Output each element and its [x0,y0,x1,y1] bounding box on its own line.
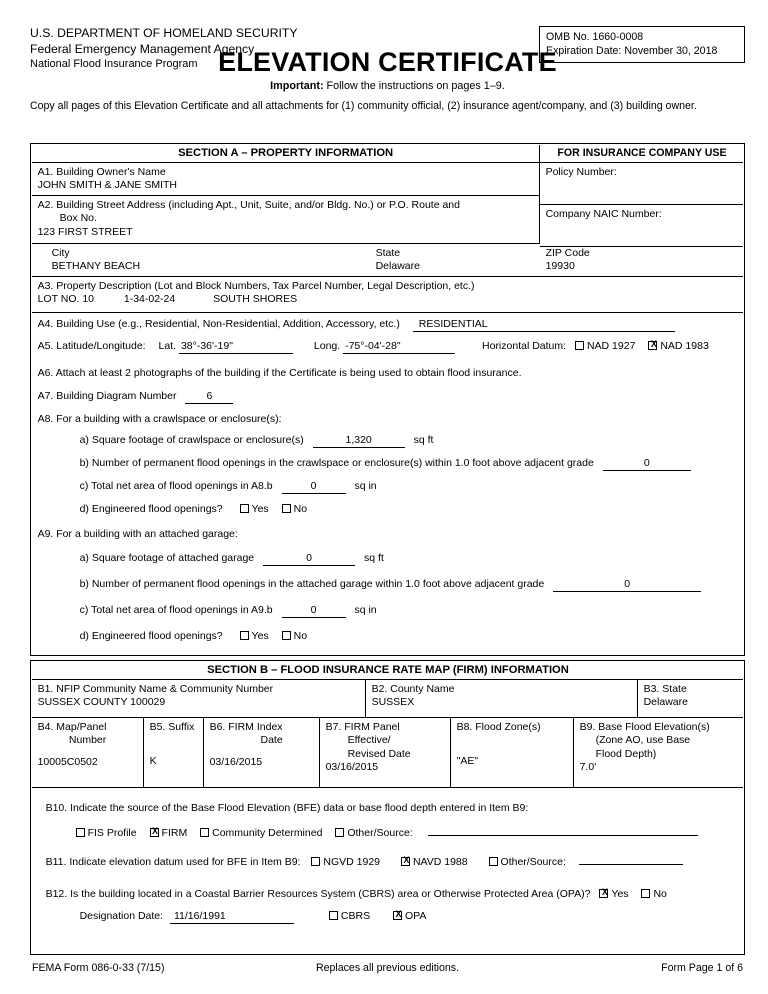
checkbox-icon[interactable] [575,341,584,350]
field-b5-suffix[interactable] [144,718,204,788]
checkbox-icon[interactable] [489,857,498,866]
b7-label-line3: Revised Date [347,747,411,760]
a8d-yes-label: Yes [251,502,269,515]
field-b3-state[interactable] [638,680,744,718]
field-a3-property-description[interactable] [32,277,744,313]
b11-other-label: Other/Source: [500,855,566,868]
page-title: ELEVATION CERTIFICATE [218,47,557,77]
checkbox-icon[interactable] [240,504,249,513]
field-state[interactable] [370,244,540,277]
b12-opa-option[interactable] [393,910,426,924]
b4-value: 10005C0502 [37,755,98,768]
a5-long-value: -75°-04'-28" [343,340,455,354]
b9-label-line1: B9. Base Flood Elevation(s) [579,720,710,733]
city-value: BETHANY BEACH [51,260,141,273]
a3-parcel: 1-34-02-24 [123,293,176,306]
b6-label-line2: Date [260,734,283,747]
field-a8c[interactable] [32,477,744,495]
zip-label: ZIP Code [545,246,590,259]
b4-label-line1: B4. Map/Panel [37,720,107,733]
a5-nad1927-label: NAD 1927 [586,339,636,352]
field-a9d[interactable] [32,627,744,645]
b11-navd-option[interactable] [401,856,468,870]
naic-number-label: Company NAIC Number: [545,207,662,220]
b12-label: B12. Is the building located in a Coastal Barrier Resources System (CBRS) area or Otherwise Protected Area (OPA)? [45,887,591,900]
checkbox-icon[interactable] [76,828,85,837]
a5-nad1983-option[interactable] [648,340,708,354]
a8b-label: b) Number of permanent flood openings in the crawlspace or enclosure(s) within 1.0 foot above adjacent grade [79,456,594,469]
b6-value: 03/16/2015 [209,755,263,768]
a9d-yes-label: Yes [251,629,269,642]
b12-cbrs-label: CBRS [340,909,371,922]
a8c-label: c) Total net area of flood openings in A8.b [79,479,273,492]
a2-value: 123 FIRST STREET [37,225,133,238]
b10-other-option[interactable] [335,827,412,841]
a4-value: RESIDENTIAL [413,318,675,332]
state-value: Delaware [375,260,420,273]
field-a9b[interactable] [32,575,744,593]
b7-value: 03/16/2015 [325,761,379,774]
field-a4-building-use[interactable] [32,315,744,335]
b10-firm-label: FIRM [161,826,188,839]
program-name: National Flood Insurance Program [30,58,198,70]
b3-value: Delaware [643,696,688,709]
field-b9-base-flood-elevation[interactable] [574,718,744,788]
b10-other-value[interactable] [428,822,698,836]
b11-ngvd-label: NGVD 1929 [323,855,381,868]
a2-label: A2. Building Street Address (including Apt., Unit, Suite, and/or Bldg. No.) or P.O. Route and [37,198,460,211]
state-label: State [375,246,401,259]
field-b2-county[interactable] [366,680,638,718]
section-a-heading: SECTION A – PROPERTY INFORMATION [32,145,540,163]
a8a-label: a) Square footage of crawlspace or enclosure(s) [79,433,304,446]
a5-long-label: Long. [313,339,341,352]
b7-label-line1: B7. FIRM Panel [325,720,400,733]
field-a9-heading [32,525,744,543]
b9-label-line2: (Zone AO, use Base [595,734,691,747]
a9c-unit: sq in [354,603,377,616]
field-zip[interactable] [540,244,744,277]
a8a-unit: sq ft [413,433,434,446]
subtitle-text: Follow the instructions on pages 1–9. [323,80,505,92]
b10-fis-option[interactable] [76,827,137,841]
a3-values [38,293,739,307]
field-b12-designation[interactable] [32,907,744,927]
copy-instruction: Copy all pages of this Elevation Certificate and all attachments for (1) community official, (2) insurance agent/company, and (3) building owner. [30,100,697,112]
field-b7-firm-panel-date[interactable] [320,718,451,788]
b12-date-value: 11/16/1991 [170,910,294,924]
b3-label: B3. State [643,682,687,695]
b8-label: B8. Flood Zone(s) [456,720,541,733]
checkbox-checked-icon[interactable] [393,911,402,920]
b11-other-value[interactable] [579,851,683,865]
b4-label-line2: Number [68,734,107,747]
page-subtitle [30,80,745,92]
b5-value: K [149,755,157,768]
field-b6-firm-index-date[interactable] [204,718,320,788]
form-page [30,0,745,994]
a5-nad1983-label: NAD 1983 [660,339,709,352]
field-b8-flood-zone[interactable] [451,718,574,788]
a7-value: 6 [185,390,233,404]
b2-label: B2. County Name [371,682,455,695]
field-a7-diagram-number[interactable] [32,387,744,405]
a5-datum-label: Horizontal Datum: [482,339,567,352]
b12-cbrs-option[interactable] [329,910,370,924]
a5-nad1927-option[interactable] [575,340,635,354]
b10-firm-option[interactable] [150,827,188,841]
b12-opa-label: OPA [405,909,427,922]
b12-yes-option[interactable] [599,888,628,902]
field-a8b[interactable] [32,454,744,472]
checkbox-icon[interactable] [335,828,344,837]
footer-form-number: FEMA Form 086-0-33 (7/15) [32,962,165,974]
b11-ngvd-option[interactable] [311,856,380,870]
a9d-no-option[interactable] [282,630,307,644]
a9d-label: d) Engineered flood openings? [79,629,223,642]
b5-label: B5. Suffix [149,720,195,733]
b10-other-label: Other/Source: [347,826,413,839]
field-a1-owner-name[interactable] [32,163,540,196]
a5-lat-label: Lat. [158,339,177,352]
a3-lot: LOT NO. 10 [37,293,95,306]
b8-value: "AE" [456,755,479,768]
b1-label: B1. NFIP Community Name & Community Number [37,682,274,695]
city-label: City [51,246,70,259]
a9b-label: b) Number of permanent flood openings in the attached garage within 1.0 foot above adjacent grade [79,577,545,590]
checkbox-checked-icon[interactable] [150,828,159,837]
a6-label: A6. Attach at least 2 photographs of the building if the Certificate is being used to obtain flood insurance. [37,366,522,379]
subtitle-important: Important: [270,80,324,92]
b12-no-option[interactable] [641,888,666,902]
b10-fis-label: FIS Profile [87,826,137,839]
a9c-value: 0 [282,604,346,618]
b9-label-line3: Flood Depth) [595,747,657,760]
insurance-use-heading: FOR INSURANCE COMPANY USE [540,145,744,163]
field-a2-street-address[interactable] [32,196,540,244]
a9c-label: c) Total net area of flood openings in A9.b [79,603,273,616]
a1-value: JOHN SMITH & JANE SMITH [37,179,178,192]
field-b11-datum[interactable] [32,848,744,868]
zip-value: 19930 [545,260,575,273]
field-a9a[interactable] [32,549,744,567]
field-a5-lat-long[interactable] [32,337,744,357]
checkbox-icon[interactable] [240,631,249,640]
b10-label: B10. Indicate the source of the Base Flood Elevation (BFE) data or base flood depth entered in Item B9: [45,801,529,814]
a8-label: A8. For a building with a crawlspace or enclosure(s): [37,412,282,425]
agency-department: U.S. DEPARTMENT OF HOMELAND SECURITY [30,26,298,40]
a5-label: A5. Latitude/Longitude: [37,339,146,352]
a3-subdivision: SOUTH SHORES [213,293,298,306]
a9-label: A9. For a building with an attached garage: [37,527,238,540]
b9-value: 7.0' [579,761,597,774]
checkbox-icon[interactable] [200,828,209,837]
a8c-value: 0 [282,480,346,494]
a9a-label: a) Square footage of attached garage [79,551,255,564]
agency-name: Federal Emergency Management Agency [30,41,255,56]
a2-label-cont: Box No. [59,212,97,225]
field-b10-options[interactable] [32,819,744,839]
checkbox-icon[interactable] [329,911,338,920]
field-b4-map-panel[interactable] [32,718,144,788]
a9a-value: 0 [263,552,355,566]
b1-value: SUSSEX COUNTY 100029 [37,696,166,709]
b12-date-label: Designation Date: [79,909,164,922]
checkbox-icon[interactable] [311,857,320,866]
checkbox-icon[interactable] [641,889,650,898]
field-a8d[interactable] [32,500,744,518]
omb-expiration: Expiration Date: November 30, 2018 [546,45,718,57]
a9a-unit: sq ft [364,551,384,564]
b10-community-option[interactable] [200,827,322,841]
a7-label: A7. Building Diagram Number [37,389,177,402]
a3-label: A3. Property Description (Lot and Block Numbers, Tax Parcel Number, Legal Description, etc.) [37,279,475,292]
b11-other-option[interactable] [489,856,566,870]
b12-yes-label: Yes [611,887,629,900]
omb-number: OMB No. 1660-0008 [546,31,644,43]
checkbox-checked-icon[interactable] [401,857,410,866]
field-b12-cbrs-opa[interactable] [32,885,744,905]
section-b-heading: SECTION B – FLOOD INSURANCE RATE MAP (FIRM) INFORMATION [32,662,744,680]
b7-label-line2: Effective/ [347,734,391,747]
b2-value: SUSSEX [371,696,415,709]
field-a8-heading [32,410,744,428]
field-b10-heading [32,799,744,817]
footer-page-number: Form Page 1 of 6 [661,962,743,974]
b12-no-label: No [653,887,667,900]
policy-number-field[interactable] [540,163,744,205]
a8d-no-label: No [293,502,308,515]
policy-number-label: Policy Number: [545,165,617,178]
a8b-value: 0 [603,457,691,471]
a8d-yes-option[interactable] [240,503,269,517]
checkbox-checked-icon[interactable] [648,341,657,350]
field-city[interactable] [32,244,370,277]
a8a-value: 1,320 [313,434,405,448]
field-a6-photographs [32,364,744,382]
checkbox-icon[interactable] [282,631,291,640]
a1-label: A1. Building Owner's Name [37,165,166,178]
field-a9c[interactable] [32,601,744,619]
a9d-no-label: No [293,629,308,642]
field-b1-community[interactable] [32,680,366,718]
checkbox-icon[interactable] [282,504,291,513]
a4-label: A4. Building Use (e.g., Residential, Non-Residential, Addition, Accessory, etc.) [37,317,400,330]
b11-navd-label: NAVD 1988 [412,855,468,868]
b10-community-label: Community Determined [212,826,323,839]
b11-label: B11. Indicate elevation datum used for BFE in Item B9: [45,855,301,868]
a8d-no-option[interactable] [282,503,307,517]
footer-replaces-note: Replaces all previous editions. [315,962,460,974]
a8d-label: d) Engineered flood openings? [79,502,223,515]
b6-label-line1: B6. FIRM Index [209,720,283,733]
field-a8a[interactable] [32,431,744,449]
a8c-unit: sq in [354,479,377,492]
naic-number-field[interactable] [540,205,744,247]
checkbox-checked-icon[interactable] [599,889,608,898]
a9d-yes-option[interactable] [240,630,269,644]
a5-lat-value: 38°-36'-19" [179,340,293,354]
a9b-value: 0 [553,578,701,592]
